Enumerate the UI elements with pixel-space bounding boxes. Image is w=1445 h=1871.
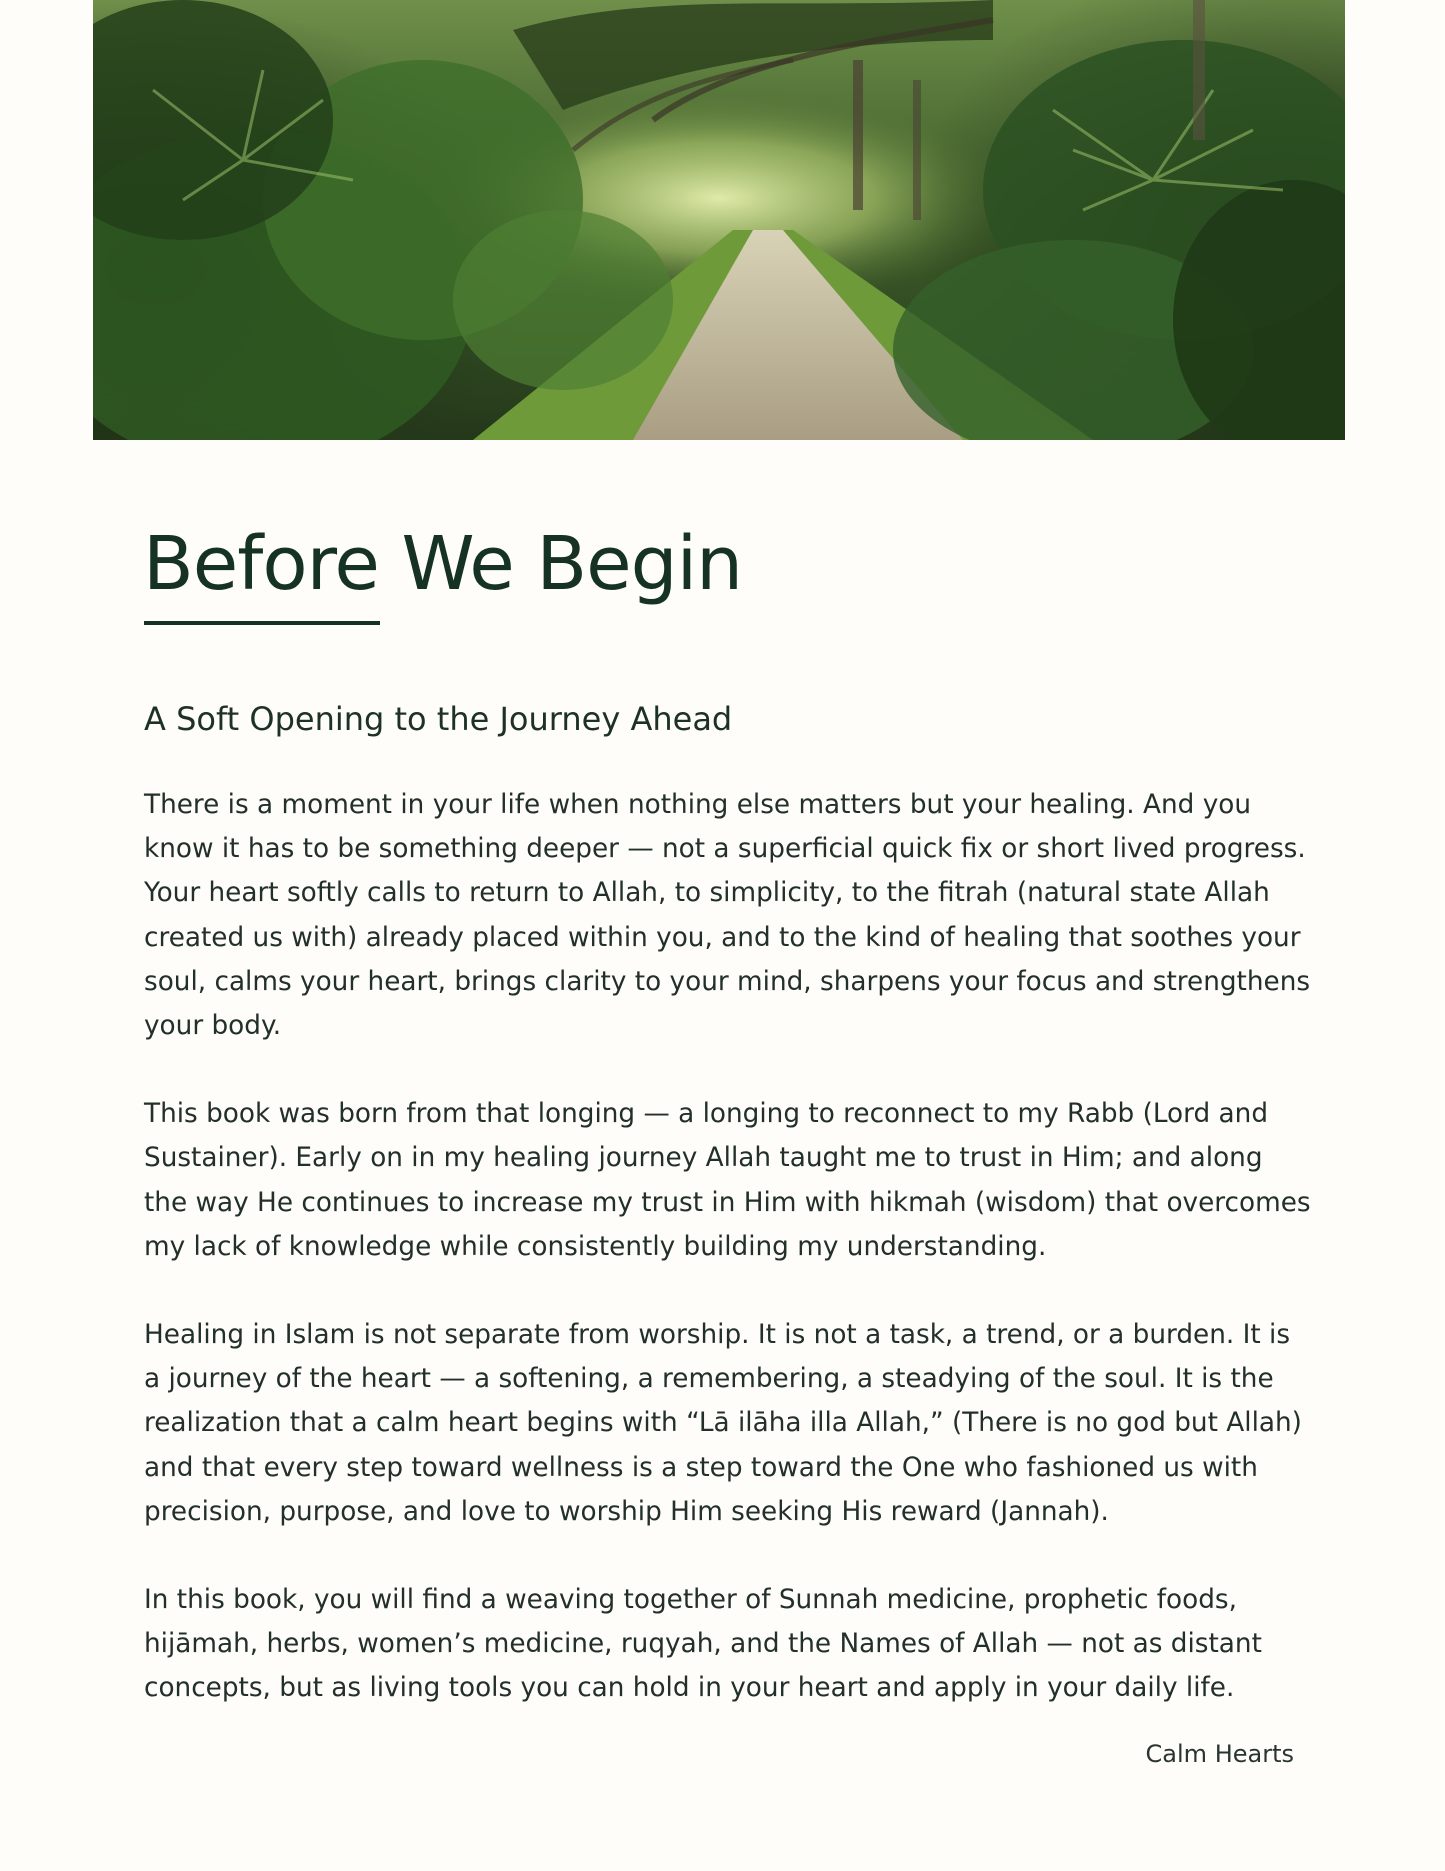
paragraph-4: In this book, you will find a weaving together of Sunnah medicine, prophetic foods, hijāmah, herbs, women’s medicine, ruqyah, and the Names of Allah — not as distant concepts, but as living tools you can hold in your heart and apply in your daily life. xyxy=(144,1585,1262,1704)
signature: Calm Hearts xyxy=(1145,1740,1294,1768)
section-subtitle: A Soft Opening to the Journey Ahead xyxy=(144,700,733,738)
paragraph-3: Healing in Islam is not separate from worship. It is not a task, a trend, or a burden. It is a journey of the heart — a softening, a remembering, a steadying of the soul. It is the realization that a calm heart begins with “Lā ilāha illa Allah,” (There is no god but Allah) and that every step toward wellness is a step toward the One who fashioned us with precision, purpose, and love to worship Him seeking His reward (Jannah). xyxy=(144,1320,1302,1527)
forest-path-photo-icon xyxy=(93,0,1345,440)
paragraph-1: There is a moment in your life when nothing else matters but your healing. And you know it has to be something deeper — not a superficial quick fix or short lived progress. Your heart softly calls to return to Allah, to simplicity, to the fitrah (natural state Allah created us with) already placed within you, and to the kind of healing that soothes your soul, calms your heart, brings clarity to your mind, sharpens your focus and strengthens your body. xyxy=(144,790,1311,1042)
page-title: Before We Begin xyxy=(143,521,743,607)
body-text xyxy=(144,783,1314,1755)
title-underline xyxy=(144,621,380,625)
hero-forest-path-image xyxy=(93,0,1345,440)
paragraph-2: This book was born from that longing — a longing to reconnect to my Rabb (Lord and Sustainer). Early on in my healing journey Allah taught me to trust in Him; and along the way He continues to increase my trust in Him with hikmah (wisdom) that overcomes my lack of knowledge while consistently building my understanding. xyxy=(144,1099,1311,1262)
